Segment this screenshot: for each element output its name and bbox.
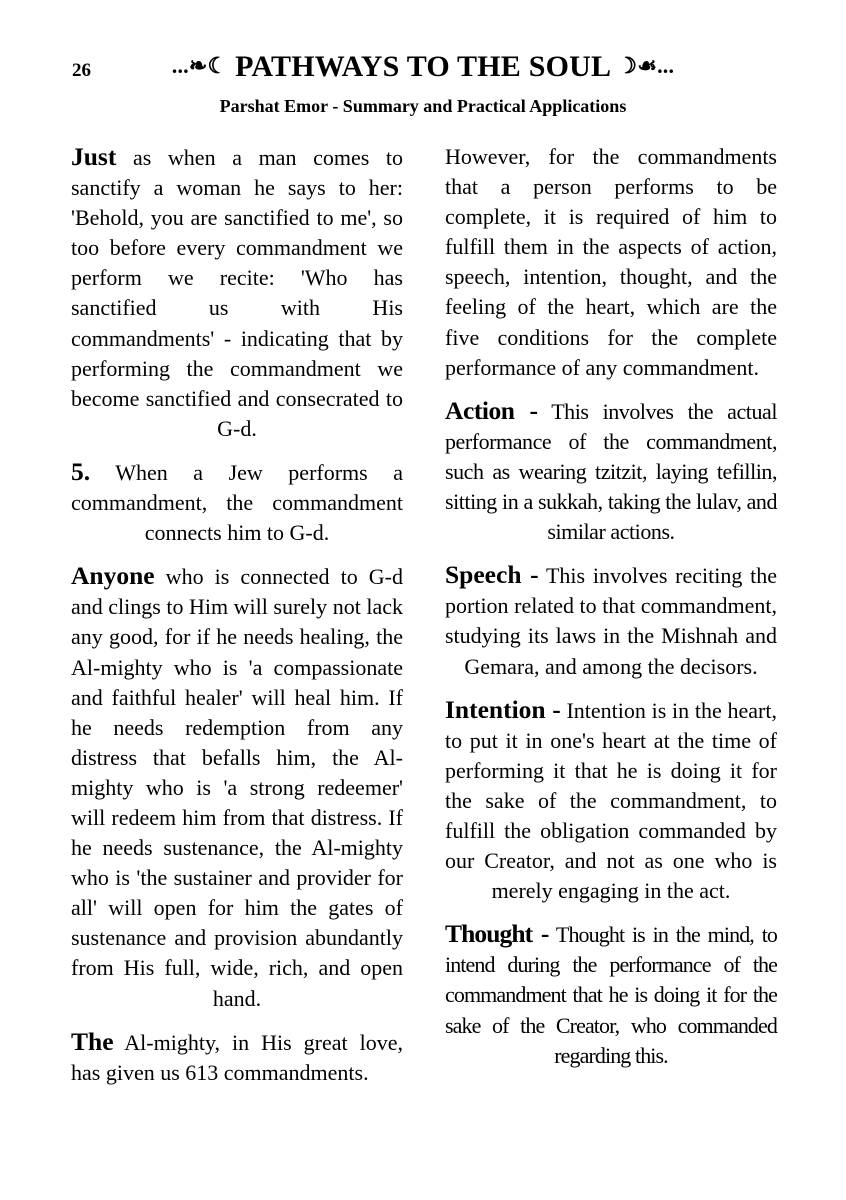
paragraph-text: as when a man comes to sanctify a woman he says to her: 'Behold, you are sanctified to me', so too before every commandment we perform we recite: 'Who has sanctified us with His commandments' - indicating that by performing the commandment we become sanctified and consecrated to G-d. [71, 145, 403, 441]
paragraph-text: Intention is in the heart, to put it in one's heart at the time of performing it that he is doing it for the sake of the commandment, to fulfill the obligation commanded by our Creator, and not as one who is merely engaging in the act. [445, 697, 777, 904]
paragraph [71, 561, 403, 1013]
paragraph-lead: Just [71, 142, 117, 171]
definition-intention [445, 695, 777, 907]
paragraph-text: This involves reciting the portion related to that commandment, studying its laws in the Mishnah and Gemara, and among the decisors. [445, 563, 777, 679]
term-label: Speech - [445, 560, 539, 590]
paragraph-text: This involves the actual performance of the commandment, such as wearing tzitzit, laying tefillin, sitting in a sukkah, taking the lulav, and similar actions. [445, 398, 777, 545]
book-title: PATHWAYS TO THE SOUL [235, 50, 610, 83]
numbered-point [71, 457, 403, 548]
right-column [445, 142, 777, 1084]
term-label: Action - [445, 395, 538, 425]
left-ornament-icon: ...❧☾ [171, 53, 228, 78]
term-label: Intention - [445, 694, 561, 724]
chapter-subtitle: Parshat Emor - Summary and Practical Applications [219, 96, 627, 116]
paragraph-text: Thought is in the mind, to intend during the performance of the commandment that he is doing it for the sake of the Creator, who commanded regarding this. [445, 922, 778, 1068]
paragraph [445, 142, 777, 383]
paragraph-lead: The [71, 1026, 114, 1056]
paragraph-text: However, for the commandments that a person performs to be complete, it is required of him to fulfill them in the aspects of action, speech, intention, thought, and the feeling of the heart, which are the five conditions for the complete performance of any commandment. [445, 144, 777, 380]
definition-speech [445, 560, 777, 681]
paragraph-text: who is connected to G-d and clings to Him will surely not lack any good, for if he needs healing, the Al-mighty who is 'a compassionate and faithful healer' will heal him. If he needs redemption from any distress that befalls him, the Al-mighty who is 'a strong redeemer' will redeem him from that distress. If he needs sustenance, the Al-mighty who is 'the sustainer and provider for all' will open for him the gates of sustenance and provision abundantly from His full, wide, rich, and open hand. [71, 564, 403, 1011]
paragraph-lead: Anyone [71, 561, 155, 591]
running-header [0, 50, 846, 84]
right-ornament-icon: ☽☙... [617, 53, 675, 78]
paragraph-text: Al-mighty, in His great love, has given us 613 commandments. [71, 1029, 403, 1085]
term-label: Thought - [445, 919, 549, 949]
paragraph [71, 1027, 403, 1088]
definition-action [445, 396, 777, 547]
paragraph [71, 142, 403, 444]
point-number: 5. [71, 456, 91, 486]
page-number: 26 [72, 60, 91, 81]
paragraph-text: When a Jew performs a commandment, the commandment connects him to G-d. [71, 459, 403, 546]
left-column [71, 142, 403, 1101]
definition-thought [445, 919, 777, 1070]
